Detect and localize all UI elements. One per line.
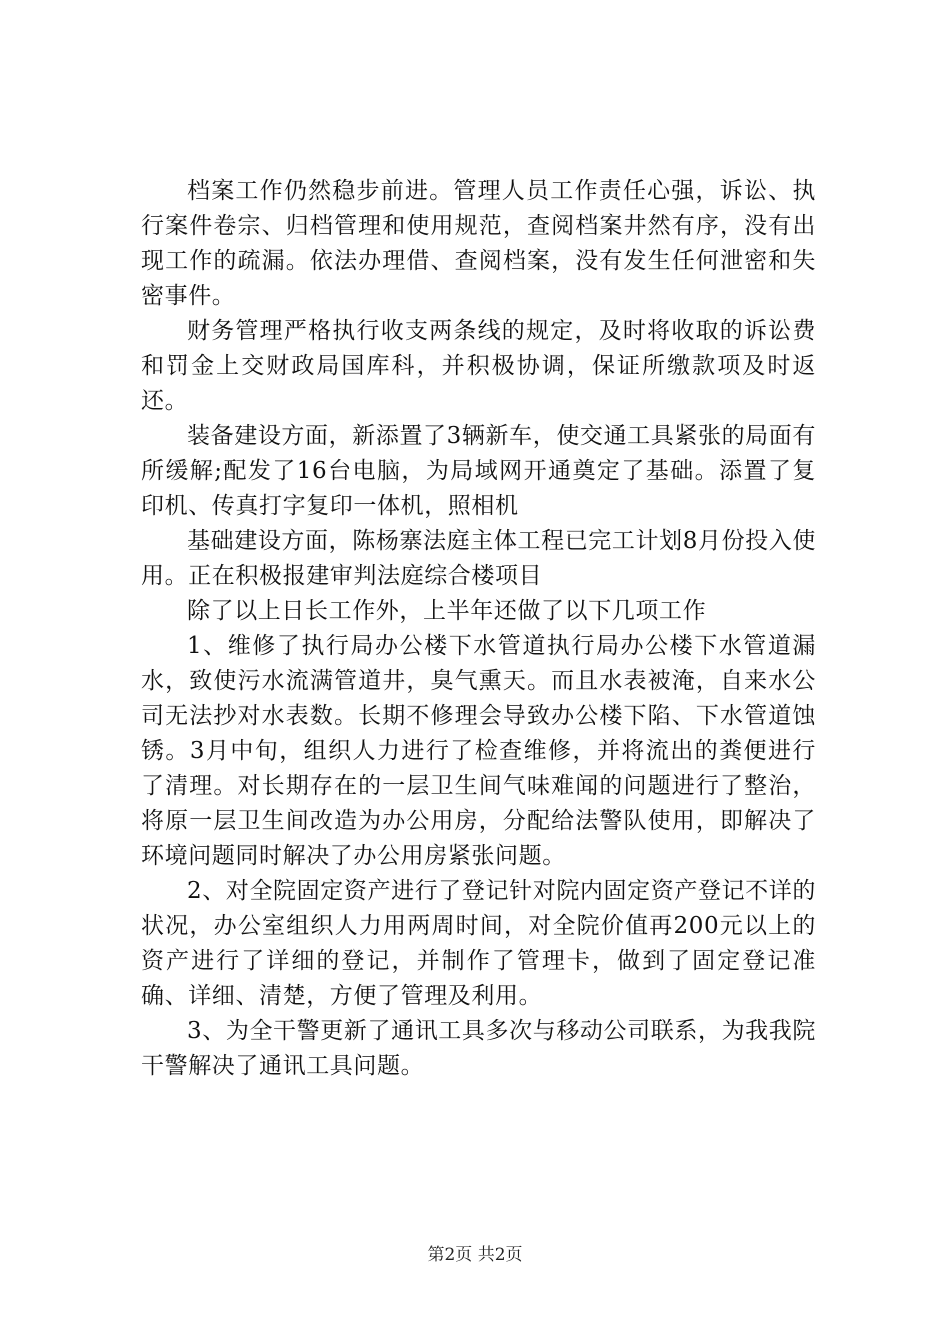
page-footer: 第2页 共2页 <box>427 1245 523 1265</box>
paragraph-task-2: 2、对全院固定资产进行了登记针对院内固定资产登记不详的状况，办公室组织人力用两周时间，对全院价值再200元以上的资产进行了详细的登记，并制作了管理卡，做到了固定登记准确、详细、清楚，方便了管理及利用。 <box>141 878 816 1009</box>
paragraph-task-1: 1、维修了执行局办公楼下水管道执行局办公楼下水管道漏水，致使污水流满管道井，臭气熏天。而且水表被淹，自来水公司无法抄对水表数。长期不修理会导致办公楼下陷、下水管道蚀锈。3月中旬，组织人力进行了检查维修，并将流出的粪便进行了清理。对长期存在的一层卫生间气味难闻的问题进行了整治，将原一层卫生间改造为办公用房，分配给法警队使用，即解决了环境问题同时解决了办公用房紧张问题。 <box>141 633 816 869</box>
paragraph-intro-tasks: 除了以上日长工作外，上半年还做了以下几项工作 <box>187 598 707 624</box>
paragraph-archives: 档案工作仍然稳步前进。管理人员工作责任心强，诉讼、执行案件卷宗、归档管理和使用规范，查阅档案井然有序，没有出现工作的疏漏。依法办理借、查阅档案，没有发生任何泄密和失密事件。 <box>141 178 816 309</box>
paragraph-finance: 财务管理严格执行收支两条线的规定，及时将收取的诉讼费和罚金上交财政局国库科，并积极协调，保证所缴款项及时返还。 <box>141 318 816 414</box>
paragraph-infrastructure: 基础建设方面，陈杨寨法庭主体工程已完工计划8月份投入使用。正在积极报建审判法庭综合楼项目 <box>141 528 816 589</box>
paragraph-equipment: 装备建设方面，新添置了3辆新车，使交通工具紧张的局面有所缓解;配发了16台电脑，为局域网开通奠定了基础。添置了复印机、传真打字复印一体机，照相机 <box>141 423 816 519</box>
paragraph-task-3: 3、为全干警更新了通讯工具多次与移动公司联系，为我我院干警解决了通讯工具问题。 <box>141 1018 816 1079</box>
document-body <box>141 174 816 1084</box>
